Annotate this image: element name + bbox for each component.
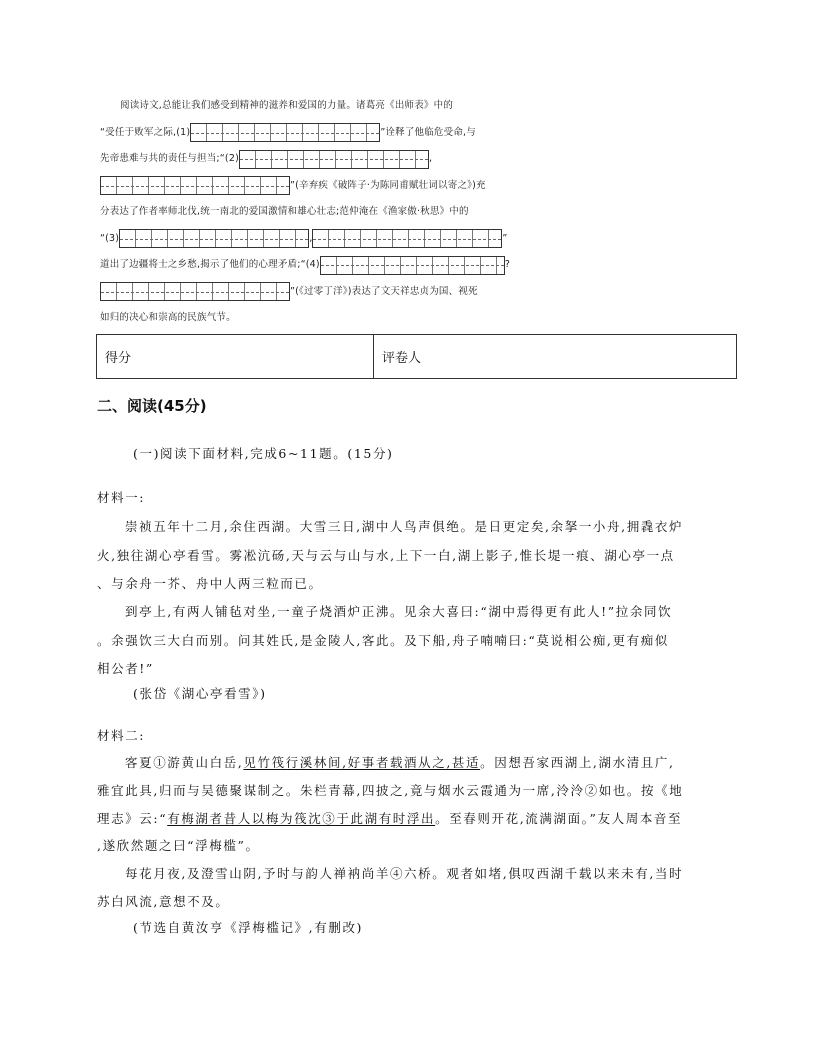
material1-line: 崇祯五年十二月,余住西湖。大雪三日,湖中人鸟声俱绝。是日更定矣,余拏一小舟,拥毳衣炉 bbox=[125, 519, 684, 534]
question-text: ”(《过零丁洋》)表达了文天祥忠贞为国、视死 bbox=[290, 285, 478, 297]
question-line-7 bbox=[100, 252, 520, 279]
question-text: ? bbox=[504, 259, 511, 270]
question-text: ” bbox=[502, 232, 508, 244]
question-line-2 bbox=[100, 120, 520, 147]
material2-line bbox=[125, 753, 675, 771]
question-text: ”(辛弃疾《破阵子·为陈同甫赋壮词以寄之》)充 bbox=[290, 179, 486, 191]
question-text: 分表达了作者率师北伐,统一南北的爱国激情和雄心壮志;范仲淹在《渔家傲·秋思》中的 bbox=[100, 206, 469, 217]
material1-line: 火,独往湖心亭看雪。雾凇沆砀,天与云与山与水,上下一白,湖上影子,惟长堤一痕、湖心亭一点 bbox=[97, 548, 675, 563]
fill-in-question bbox=[100, 93, 520, 332]
material1-label: 材料一: bbox=[97, 490, 146, 505]
material2-text: 客夏①游黄山白岳, bbox=[125, 755, 244, 770]
question-text: ”诠释了他临危受命,与 bbox=[380, 126, 476, 138]
underlined-sentence-2: 有梅湖者昔人以梅为筏沈③于此湖有时浮出 bbox=[167, 811, 436, 826]
material2-text: 理志》云:“ bbox=[97, 811, 168, 826]
answer-box-2b[interactable] bbox=[100, 176, 290, 195]
material2-line: ,遂欣然题之曰“浮梅槛”。 bbox=[97, 838, 260, 853]
material1-source: (张岱《湖心亭看雪》) bbox=[133, 686, 267, 701]
question-line-6 bbox=[100, 226, 520, 253]
question-text: 道出了边疆将士之乡愁,揭示了他们的心理矛盾;“(4) bbox=[100, 259, 320, 270]
answer-box-3b[interactable] bbox=[312, 229, 502, 248]
question-line-3 bbox=[100, 146, 520, 173]
question-line-1 bbox=[100, 93, 520, 120]
section-title: 二、阅读(45分) bbox=[97, 397, 207, 415]
material2-line bbox=[97, 809, 682, 827]
underlined-sentence-1: 见竹筏行溪林间,好事者载酒从之,甚适 bbox=[243, 755, 481, 770]
answer-box-4a[interactable] bbox=[320, 256, 505, 275]
material2-line: 苏白风流,意想不及。 bbox=[97, 894, 230, 909]
score-cell: 得分 bbox=[97, 335, 374, 379]
answer-box-1[interactable] bbox=[190, 123, 380, 142]
material2-source: (节选自黄汝亨《浮梅槛记》,有删改) bbox=[133, 920, 364, 935]
subsection-instruction: (一)阅读下面材料,完成6~11题。(15分) bbox=[133, 446, 394, 461]
question-text: , bbox=[309, 232, 313, 244]
question-text: “受任于败军之际,(1) bbox=[100, 126, 191, 138]
answer-box-4b[interactable] bbox=[100, 282, 290, 301]
question-line-9 bbox=[100, 305, 520, 332]
material2-text: 。因想吾家西湖上,湖水清且广, bbox=[480, 755, 675, 770]
question-line-5 bbox=[100, 199, 520, 226]
question-line-4 bbox=[100, 173, 520, 200]
question-text: 先帝患难与共的责任与担当;“(2) bbox=[100, 153, 239, 164]
question-text: “(3) bbox=[100, 232, 120, 244]
answer-box-2a[interactable] bbox=[239, 150, 429, 169]
grader-cell: 评卷人 bbox=[374, 335, 737, 379]
material1-line: 。余强饮三大白而别。问其姓氏,是金陵人,客此。及下船,舟子喃喃曰:“莫说相公痴,更有痴似 bbox=[97, 633, 669, 648]
question-text: 阅读诗文,总能让我们感受到精神的滋养和爱国的力量。诸葛亮《出师表》中的 bbox=[120, 100, 454, 111]
material2-line: 每花月夜,及澄雪山阴,予时与韵人禅衲尚羊④六桥。观者如堵,俱叹西湖千载以来未有,当时 bbox=[125, 866, 684, 881]
material2-label: 材料二: bbox=[97, 728, 146, 743]
score-table bbox=[96, 334, 737, 379]
material1-line: 到亭上,有两人铺毡对坐,一童子烧酒炉正沸。见余大喜曰:“湖中焉得更有此人!”拉余同饮 bbox=[125, 604, 673, 619]
material1-line: 相公者!” bbox=[97, 661, 154, 676]
material1-line: 、与余舟一芥、舟中人两三粒而已。 bbox=[97, 576, 323, 591]
question-text: 如归的决心和崇高的民族气节。 bbox=[100, 312, 236, 323]
material2-line: 雅宜此具,归而与吴德聚谋制之。朱栏青幕,四披之,竟与烟水云霞通为一席,泠泠②如也。按《地 bbox=[97, 783, 684, 798]
answer-box-3a[interactable] bbox=[119, 229, 309, 248]
material2-text: 。至春则开花,流满湖面。”友人周本音至 bbox=[435, 811, 683, 826]
question-line-8 bbox=[100, 279, 520, 306]
question-text: , bbox=[428, 153, 433, 164]
